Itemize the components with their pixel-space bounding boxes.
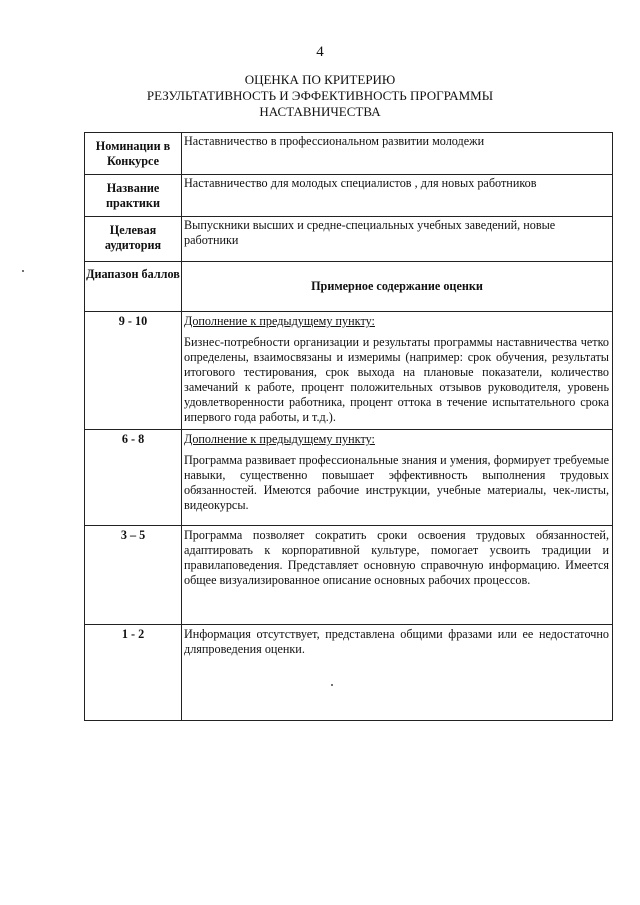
score-body: Информация отсутствует, представлена общими фразами или ее недостаточно дляпроведения оценки. — [184, 627, 609, 656]
score-body: Программа позволяет сократить сроки освоения трудовых обязанностей, адаптировать к корпоративной культуре, помогает усвоить традиции и правилаповедения. Представляет основную справочную информацию. Имеется общее визуализированное описание основных рабочих процессов. — [184, 528, 609, 587]
score-description — [182, 312, 613, 430]
score-range: 6 - 8 — [85, 430, 182, 526]
range-header-row — [85, 262, 613, 312]
info-row-audience — [85, 217, 613, 262]
scan-dot — [331, 684, 333, 686]
score-body: Программа развивает профессиональные знания и умения, формирует требуемые навыки, существенно повышает эффективность выполнения трудовых обязанностей. Имеются рабочие инструкции, учебные материалы, чек-листы, видеокурсы. — [184, 453, 609, 512]
score-description — [182, 430, 613, 526]
score-row — [85, 312, 613, 430]
info-row-nomination — [85, 133, 613, 175]
info-label: Номинации в Конкурсе — [85, 133, 182, 175]
score-description — [182, 526, 613, 625]
title-line-1: ОЦЕНКА ПО КРИТЕРИЮ — [244, 72, 396, 87]
description-header: Примерное содержание оценки — [182, 262, 613, 312]
score-range: 3 – 5 — [85, 526, 182, 625]
range-header-label: Диапазон баллов — [85, 262, 182, 312]
title-line-3: НАСТАВНИЧЕСТВА — [259, 104, 381, 119]
document-title — [0, 72, 640, 120]
score-heading: Дополнение к предыдущему пункту: — [184, 314, 375, 328]
score-row — [85, 526, 613, 625]
info-value: Наставничество в профессиональном развитии молодежи — [182, 133, 613, 175]
score-row — [85, 430, 613, 526]
score-body: Бизнес-потребности организации и результаты программы наставничества четко определены, взаимосвязаны и измеримы (например: срок обучения, результаты итогового тестирования, срок выхода на плановые показатели, количество замечаний к работе, процент положительных отзывов руководителя, уровень удовлетворенности работника, процент оттока в течение испытательного срока ипервого года работы, и т.д.). — [184, 335, 609, 424]
info-label: Название практики — [85, 175, 182, 217]
info-row-practice — [85, 175, 613, 217]
criteria-table — [84, 132, 613, 721]
score-range: 1 - 2 — [85, 625, 182, 721]
scan-dot — [22, 270, 24, 272]
score-heading: Дополнение к предыдущему пункту: — [184, 432, 375, 446]
info-label: Целевая аудитория — [85, 217, 182, 262]
info-value: Наставничество для молодых специалистов , для новых работников — [182, 175, 613, 217]
page-number: 4 — [316, 44, 324, 60]
score-range: 9 - 10 — [85, 312, 182, 430]
info-value: Выпускники высших и средне-специальных учебных заведений, новые работники — [182, 217, 613, 262]
score-description — [182, 625, 613, 721]
score-row — [85, 625, 613, 721]
title-line-2: РЕЗУЛЬТАТИВНОСТЬ И ЭФФЕКТИВНОСТЬ ПРОГРАММЫ — [146, 88, 494, 103]
